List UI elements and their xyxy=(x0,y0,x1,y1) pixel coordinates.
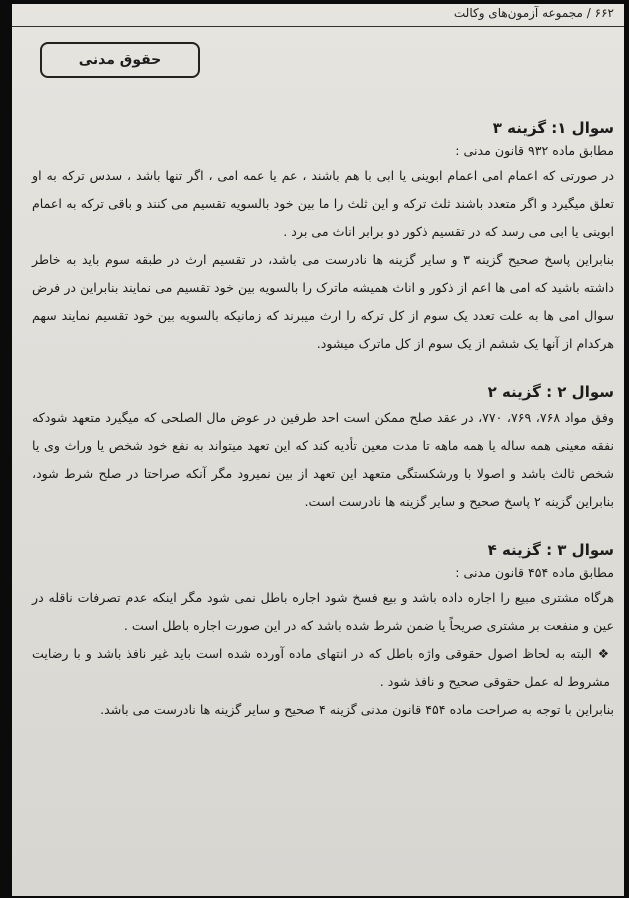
question-3-paragraph: هرگاه مشتری مبیع را اجاره داده باشد و بیع فسخ شود اجاره باطل نمی شود مگر اینکه عدم تصرفات ناقله در عین و منفعت بر مشتری صریحاً یا ضمن شرط شده باشد که در این صورت اجاره باطل است . xyxy=(32,590,614,633)
running-head: ۶۶۲ / مجموعه آزمون‌های وکالت xyxy=(453,6,614,20)
question-2-paragraph: وفق مواد ۷۶۸، ۷۶۹، ۷۷۰، در عقد صلح ممکن است احد طرفین در عوض مال الصلحی که میگیرد متعهد شودکه نفقه معینی همه ساله یا همه ماهه تا مدت معین تأدیه کند که این تعهد میتواند به نفع خود شخص یا وراث وی یا شخص ثالث باشد و اصولا با ورشکستگی متعهد این تعهد از بین نمیرود مگر آنکه صراحتا در صلح شرط شود، بنابراین گزینه ۲ پاسخ صحیح و سایر گزینه ها نادرست است. xyxy=(32,410,614,509)
question-1-subtitle: مطابق ماده ۹۳۲ قانون مدنی : xyxy=(455,143,614,158)
header-rule xyxy=(12,26,624,27)
section-title-box xyxy=(40,42,200,78)
page-content xyxy=(32,116,614,888)
question-1-paragraph: در صورتی که اعمام امی اعمام ابوینی یا ابی با هم باشند ، عم یا عمه امی ، اگر تنها باشد ، سدس ترکه به او تعلق میگیرد و اگر متعدد باشند ثلث ترکه و این ثلث را ما بین خود بالسویه تقسیم می کنند و باقی ترکه به اعمام ابوینی یا ابی می رسد که در تقسیم ذکور دو برابر اناث می برد . xyxy=(32,168,614,239)
question-2-title: سوال ۲ : گزینه ۲ xyxy=(487,383,614,401)
question-3-conclusion: بنابراین با توجه به صراحت ماده ۴۵۴ قانون مدنی گزینه ۴ صحیح و سایر گزینه ها نادرست می باشد. xyxy=(100,702,614,717)
section-title: حقوق مدنی xyxy=(78,52,162,68)
question-2 xyxy=(32,380,614,516)
question-3-note xyxy=(32,640,614,696)
book-page xyxy=(12,4,624,896)
question-3 xyxy=(32,538,614,724)
question-1 xyxy=(32,116,614,358)
question-1-title: سوال ۱: گزینه ۳ xyxy=(492,119,614,137)
question-3-title: سوال ۳ : گزینه ۴ xyxy=(487,541,614,559)
note-diamond-icon: ❖ xyxy=(597,646,611,661)
question-1-paragraph: بنابراین پاسخ صحیح گزینه ۳ و سایر گزینه ها نادرست می باشد، در تقسیم ارث در طبقه سوم باید به خاطر داشته باشید که امی ها اعم از ذکور و اناث همیشه ماترک را بالسویه بین خود تقسیم می نمایند بنابراین در فرض سوال امی ها به علت تعدد یک سوم از کل ترکه را ارث میبرند که زمانیکه بالسویه بین خود تقسیم نمایند سهم هرکدام از آنها یک ششم از یک سوم از کل ماترک میشود. xyxy=(32,252,614,351)
question-3-note-text: البته به لحاظ اصول حقوقی واژه باطل که در انتهای ماده آورده شده است باید غیر نافذ باشد و با رضایت مشروط له عمل حقوقی صحیح و نافذ شود . xyxy=(32,646,610,689)
question-3-subtitle: مطابق ماده ۴۵۴ قانون مدنی : xyxy=(455,565,614,580)
